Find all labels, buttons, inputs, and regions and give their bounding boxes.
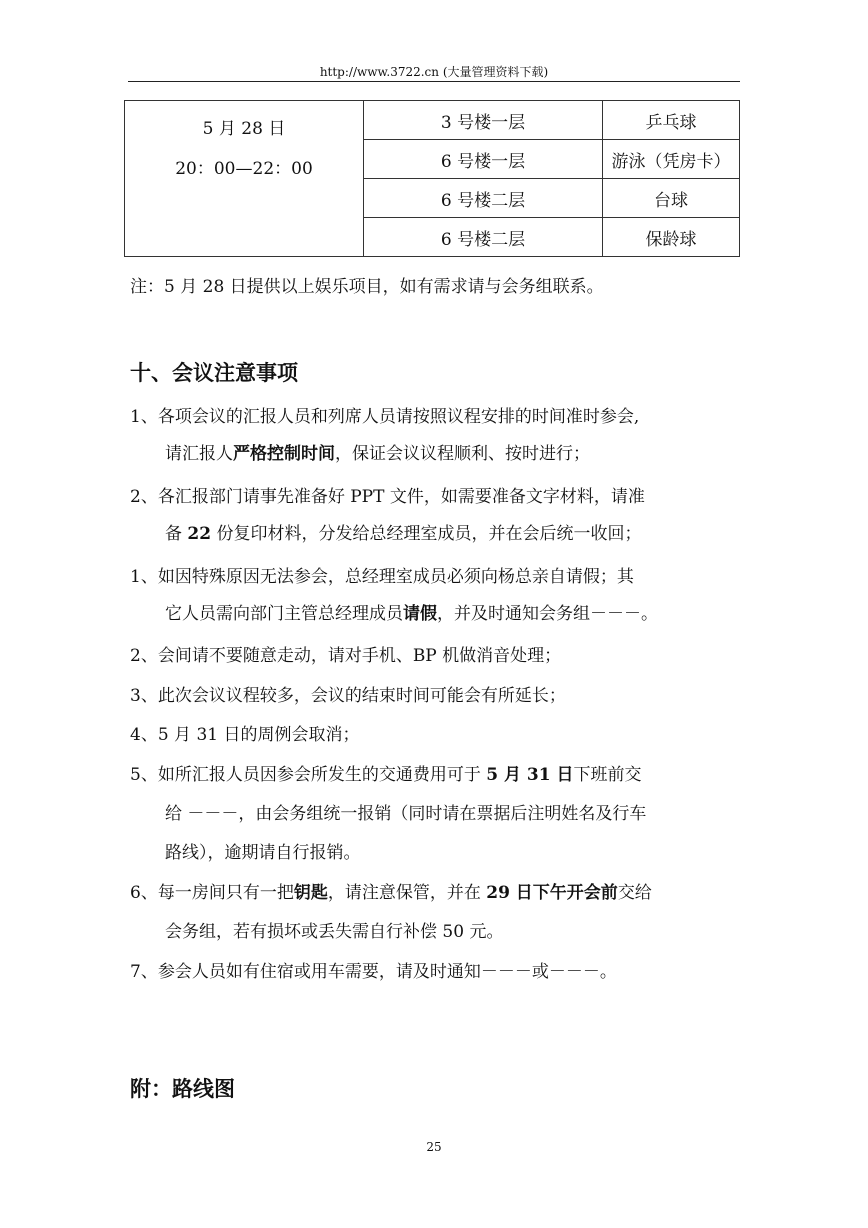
- list-item-line: 给 －－－，由会务组统一报销（同时请在票据后注明姓名及行车: [165, 804, 647, 824]
- schedule-date: 5 月 28 日: [202, 119, 286, 139]
- list-item-line: 3、此次会议议程较多，会议的结束时间可能会有所延长；: [130, 686, 566, 706]
- list-item-line: 2、会间请不要随意走动，请对手机、BP 机做消音处理；: [130, 646, 562, 666]
- section-title-meeting-notes: 十、会议注意事项: [130, 361, 298, 385]
- location-cell: 3 号楼一层: [364, 101, 603, 140]
- list-item-line: 备 22 份复印材料，分发给总经理室成员，并在会后统一收回；: [165, 524, 642, 544]
- emphasis-text: 22: [187, 524, 212, 544]
- list-item-line: 会务组，若有损坏或丢失需自行补偿 50 元。: [165, 922, 504, 942]
- list-item-line: 7、参会人员如有住宿或用车需要，请及时通知－－－或－－－。: [130, 962, 617, 982]
- activity-cell: 游泳（凭房卡）: [603, 140, 740, 179]
- list-item-line: 5、如所汇报人员因参会所发生的交通费用可于 5 月 31 日下班前交: [130, 765, 642, 785]
- list-item-line: 请汇报人严格控制时间，保证会议议程顺利、按时进行；: [165, 444, 590, 464]
- date-time-cell: [125, 101, 364, 257]
- table-row: [125, 101, 740, 140]
- list-item-line: 6、每一房间只有一把钥匙，请注意保管，并在 29 日下午开会前交给: [130, 883, 652, 903]
- list-item-line: 路线），逾期请自行报销。: [165, 843, 361, 863]
- header-rule: [128, 81, 740, 82]
- activity-cell: 保龄球: [603, 218, 740, 257]
- emphasis-text: 钥匙: [293, 883, 328, 903]
- list-item-line: 1、如因特殊原因无法参会，总经理室成员必须向杨总亲自请假；其: [130, 567, 634, 587]
- emphasis-text: 请假: [403, 604, 437, 624]
- activity-cell: 台球: [603, 179, 740, 218]
- appendix-title-route-map: 附：路线图: [130, 1077, 235, 1101]
- page-header-url: http://www.3722.cn (大量管理资料下载): [319, 65, 549, 79]
- list-item-line: 2、各汇报部门请事先准备好 PPT 文件，如需要准备文字材料，请准: [130, 487, 645, 507]
- location-cell: 6 号楼二层: [364, 218, 603, 257]
- schedule-time: 20：00—22：00: [175, 159, 313, 179]
- list-item-line: 1、各项会议的汇报人员和列席人员请按照议程安排的时间准时参会,: [130, 407, 640, 427]
- list-item-line: 4、5 月 31 日的周例会取消；: [130, 725, 360, 745]
- page-number: 25: [426, 1140, 442, 1154]
- emphasis-text: 29 日下午开会前: [486, 883, 618, 903]
- emphasis-text: 5 月 31 日: [486, 765, 574, 785]
- emphasis-text: 严格控制时间: [233, 444, 335, 464]
- list-item-line: 它人员需向部门主管总经理成员请假，并及时通知会务组－－－。: [165, 604, 658, 624]
- location-cell: 6 号楼一层: [364, 140, 603, 179]
- activity-cell: 乒乓球: [603, 101, 740, 140]
- location-cell: 6 号楼二层: [364, 179, 603, 218]
- entertainment-schedule-table: [124, 100, 740, 257]
- schedule-note: 注：5 月 28 日提供以上娱乐项目，如有需求请与会务组联系。: [130, 277, 604, 297]
